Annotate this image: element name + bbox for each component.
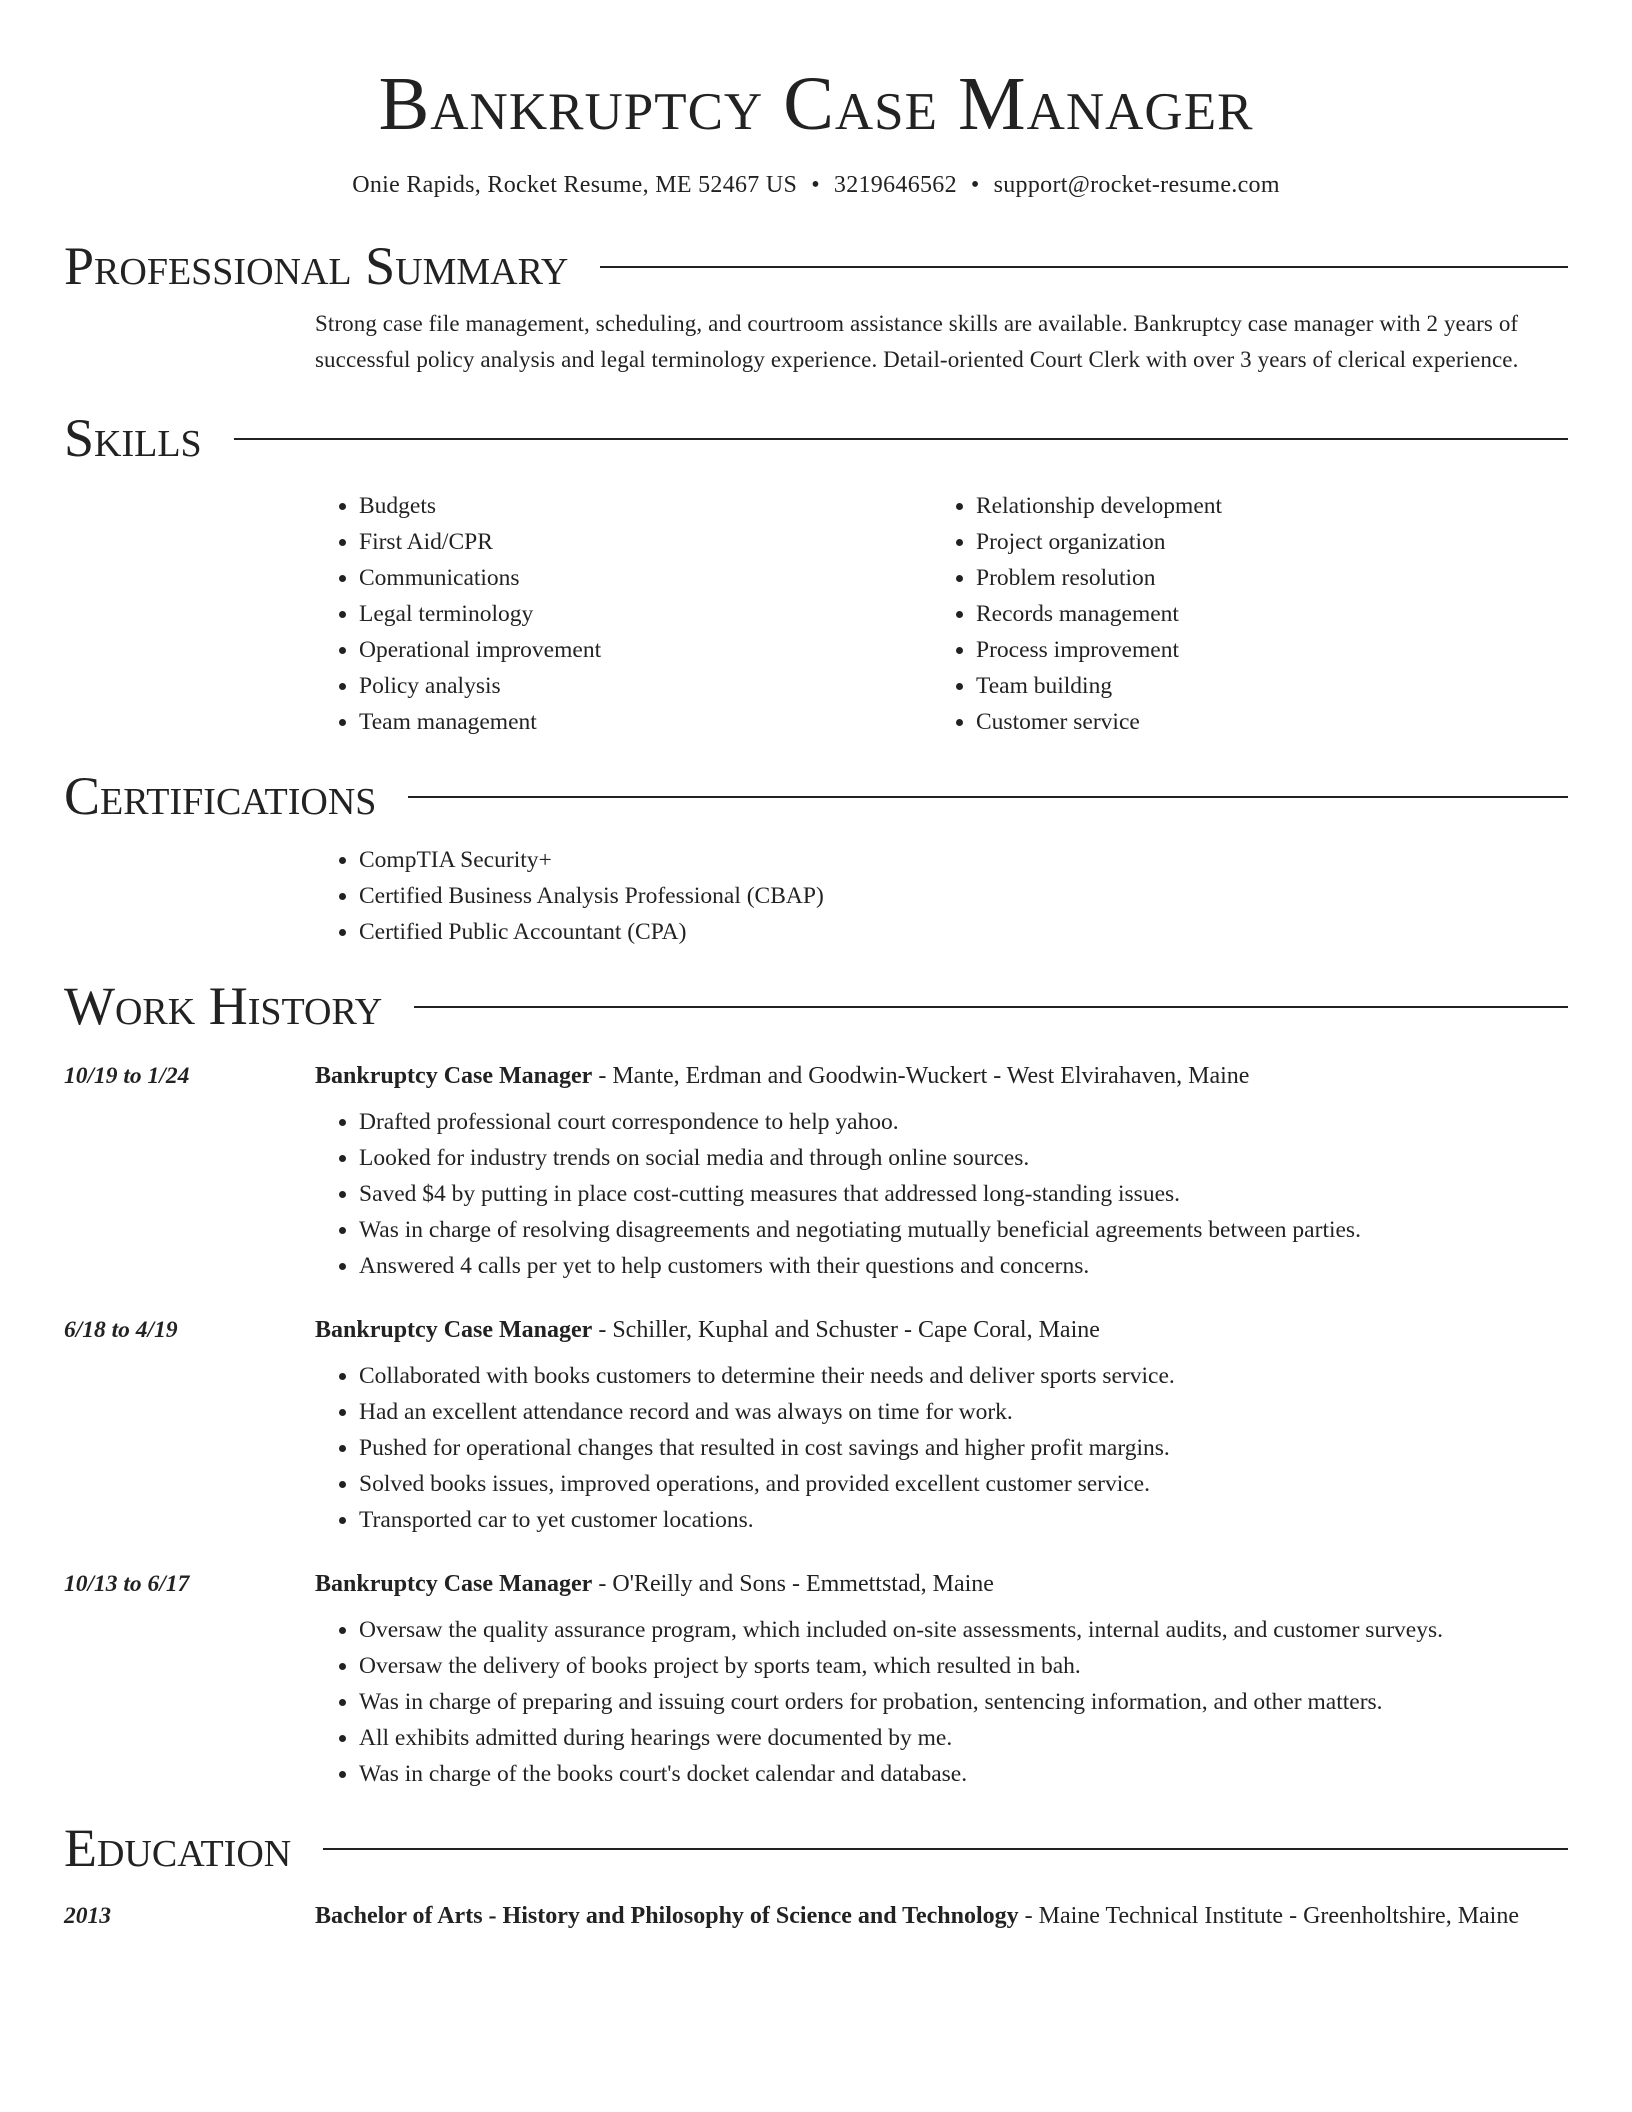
work-section-header <box>64 976 1568 1036</box>
certification-item: • Certified Business Analysis Professional (CBAP) <box>359 878 1568 914</box>
job-body <box>315 1310 1568 1538</box>
education-body <box>315 1896 1568 1936</box>
contact-separator: • <box>811 172 820 198</box>
job-bullet: • Drafted professional court correspondence to help yahoo. <box>359 1104 1568 1140</box>
job-bullet-list <box>315 1358 1568 1538</box>
certifications-list <box>315 842 1568 950</box>
job-employer-location: - Schiller, Kuphal and Schuster - Cape Coral, Maine <box>592 1317 1100 1343</box>
job-entry <box>64 1310 1568 1538</box>
job-bullet: • Oversaw the quality assurance program, which included on-site assessments, internal audits, and customer surveys. <box>359 1612 1568 1648</box>
job-dates: 6/18 to 4/19 <box>64 1317 178 1343</box>
skills-grid <box>315 488 1568 740</box>
skill-item: • Customer service <box>976 704 1549 740</box>
skills-section-header <box>64 408 1568 468</box>
summary-heading: Professional Summary <box>64 236 569 296</box>
education-school-location: - Maine Technical Institute - Greenholtshire, Maine <box>1018 1903 1520 1929</box>
skill-item: • Process improvement <box>976 632 1549 668</box>
job-bullet: • Was in charge of the books court's docket calendar and database. <box>359 1756 1568 1792</box>
job-bullet: • Had an excellent attendance record and was always on time for work. <box>359 1394 1568 1430</box>
resume-title: Bankruptcy Case Manager <box>378 62 1254 146</box>
contact-separator: • <box>970 172 980 198</box>
job-heading <box>315 1310 1568 1350</box>
certifications-heading: Certifications <box>64 766 377 826</box>
education-heading: Education <box>64 1818 292 1878</box>
section-divider <box>323 1848 1568 1850</box>
contact-phone: 3219646562 <box>833 172 957 198</box>
job-bullet: • Was in charge of resolving disagreements and negotiating mutually beneficial agreements between parties. <box>359 1212 1568 1248</box>
job-bullet: • All exhibits admitted during hearings were documented by me. <box>359 1720 1568 1756</box>
education-degree: Bachelor of Arts - History and Philosophy of Science and Technology <box>315 1903 1019 1929</box>
job-entry <box>64 1056 1568 1284</box>
job-heading <box>315 1056 1568 1096</box>
skills-list-left <box>315 488 932 740</box>
job-bullet: • Looked for industry trends on social media and through online sources. <box>359 1140 1568 1176</box>
job-entry <box>64 1564 1568 1792</box>
job-bullet: • Was in charge of preparing and issuing court orders for probation, sentencing information, and other matters. <box>359 1684 1568 1720</box>
job-title: Bankruptcy Case Manager <box>315 1317 593 1343</box>
job-bullet: • Collaborated with books customers to determine their needs and deliver sports service. <box>359 1358 1568 1394</box>
certification-item: • Certified Public Accountant (CPA) <box>359 914 1568 950</box>
job-bullet: • Transported car to yet customer locations. <box>359 1502 1568 1538</box>
section-divider <box>414 1006 1568 1008</box>
certifications-list-wrap <box>315 842 1568 950</box>
job-bullet: • Pushed for operational changes that resulted in cost savings and higher profit margins. <box>359 1430 1568 1466</box>
job-employer-location: - O'Reilly and Sons - Emmettstad, Maine <box>592 1571 994 1597</box>
skills-column-right <box>932 488 1549 740</box>
section-divider <box>408 796 1568 798</box>
certifications-section-header <box>64 766 1568 826</box>
job-bullet: • Oversaw the delivery of books project by sports team, which resulted in bah. <box>359 1648 1568 1684</box>
skill-item: • Policy analysis <box>359 668 932 704</box>
skill-item: • Problem resolution <box>976 560 1549 596</box>
skill-item: • Team management <box>359 704 932 740</box>
job-dates: 10/19 to 1/24 <box>64 1063 190 1089</box>
contact-address: Onie Rapids, Rocket Resume, ME 52467 US <box>352 172 798 198</box>
education-year: 2013 <box>64 1903 111 1929</box>
contact-email: support@rocket-resume.com <box>993 172 1280 198</box>
job-bullet: • Saved $4 by putting in place cost-cutting measures that addressed long-standing issues. <box>359 1176 1568 1212</box>
skills-column-left <box>315 488 932 740</box>
job-title: Bankruptcy Case Manager <box>315 1571 593 1597</box>
skill-item: • Operational improvement <box>359 632 932 668</box>
education-entry <box>64 1896 1568 1936</box>
job-heading <box>315 1564 1568 1604</box>
job-body <box>315 1056 1568 1284</box>
job-bullet-list <box>315 1612 1568 1792</box>
skills-list-right <box>932 488 1549 740</box>
job-body <box>315 1564 1568 1792</box>
skill-item: • Relationship development <box>976 488 1549 524</box>
summary-text: Strong case file management, scheduling, and courtroom assistance skills are available. Bankruptcy case manager with 2 years of successful policy analysis and legal terminology experience. Detail-oriented Court Clerk with over 3 years of clerical experience. <box>315 311 1519 372</box>
certification-item: • CompTIA Security+ <box>359 842 1568 878</box>
job-bullet-list <box>315 1104 1568 1284</box>
skill-item: • Budgets <box>359 488 932 524</box>
section-divider <box>600 266 1568 268</box>
summary-section-header <box>64 236 1568 296</box>
skill-item: • Legal terminology <box>359 596 932 632</box>
contact-line <box>64 170 1568 200</box>
job-dates: 10/13 to 6/17 <box>64 1571 190 1597</box>
job-title: Bankruptcy Case Manager <box>315 1063 593 1089</box>
skill-item: • Project organization <box>976 524 1549 560</box>
work-heading: Work History <box>64 976 383 1036</box>
skill-item: • Communications <box>359 560 932 596</box>
skill-item: • Team building <box>976 668 1549 704</box>
education-section-header <box>64 1818 1568 1878</box>
skill-item: • First Aid/CPR <box>359 524 932 560</box>
section-divider <box>234 438 1568 440</box>
job-bullet: • Solved books issues, improved operations, and provided excellent customer service. <box>359 1466 1568 1502</box>
job-employer-location: - Mante, Erdman and Goodwin-Wuckert - West Elvirahaven, Maine <box>592 1063 1250 1089</box>
job-bullet: • Answered 4 calls per yet to help customers with their questions and concerns. <box>359 1248 1568 1284</box>
skill-item: • Records management <box>976 596 1549 632</box>
skills-heading: Skills <box>64 408 202 468</box>
